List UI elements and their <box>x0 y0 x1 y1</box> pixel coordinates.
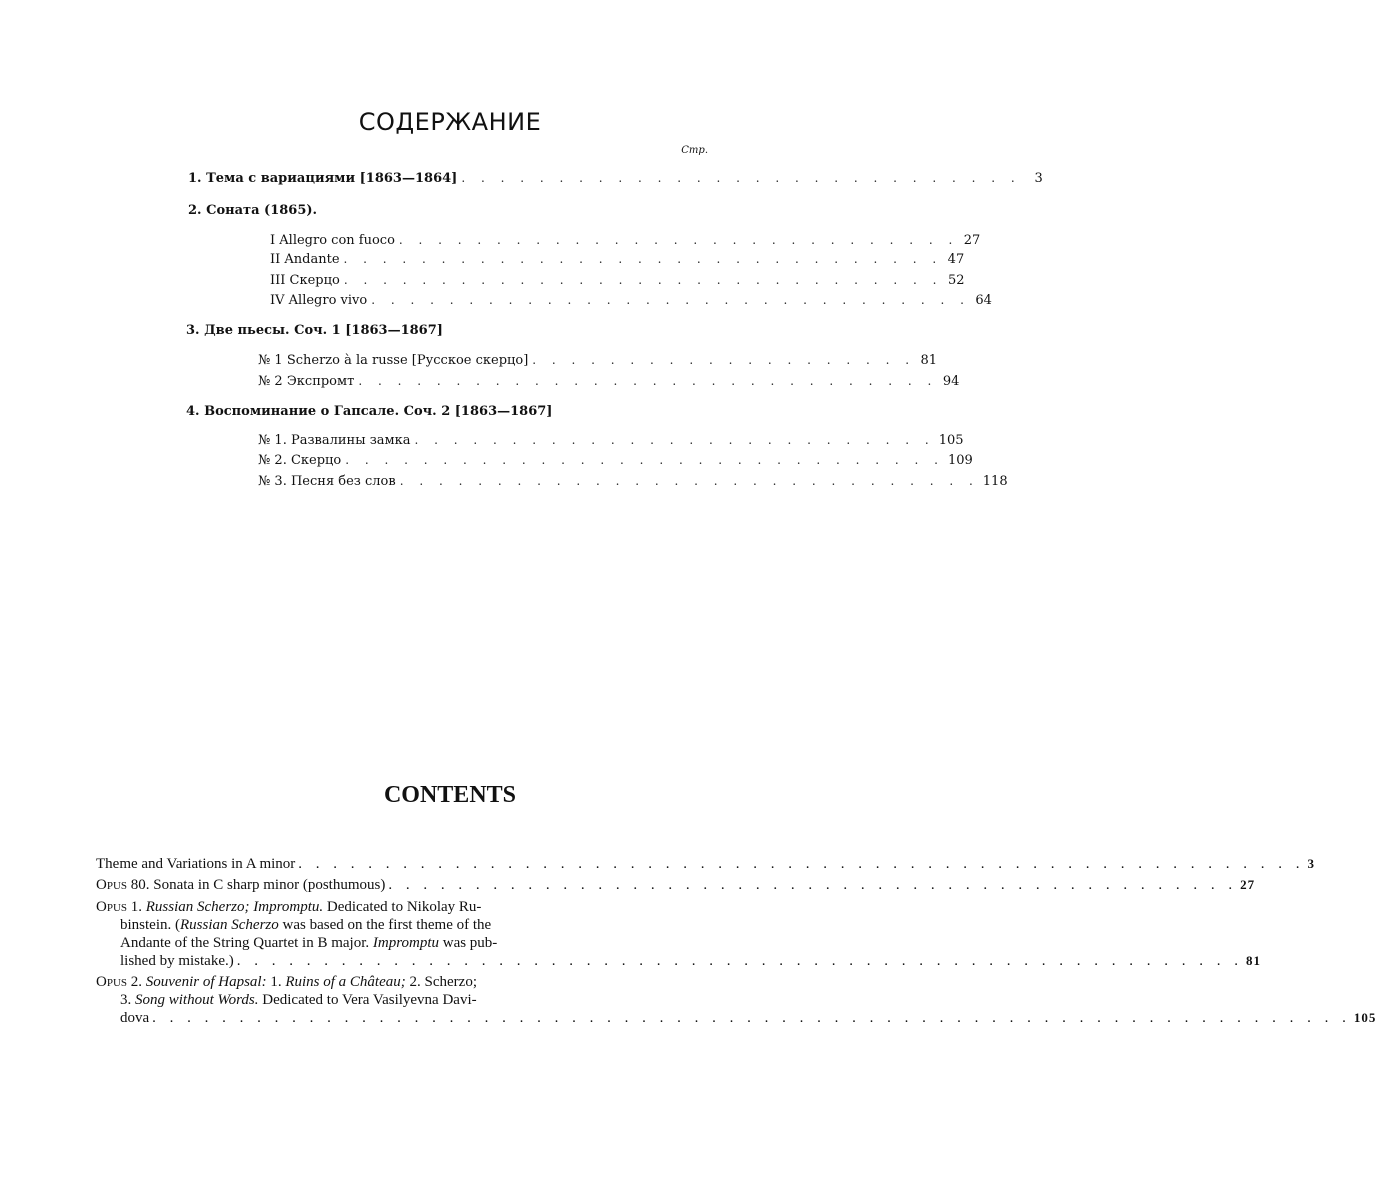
toc-entry-label: I Allegro con fuoco <box>270 233 395 248</box>
work-title: Souvenir of Hapsal: <box>145 974 267 990</box>
toc-entry-label: III Скерцо <box>270 273 340 288</box>
toc-entry-label: IV Allegro vivo <box>270 293 368 308</box>
toc-entry-page: 109 <box>947 453 973 468</box>
entry-text: 3. <box>120 992 132 1008</box>
contents-entry-line <box>96 934 776 952</box>
contents-entry-label: Theme and Variations in A minor <box>96 856 296 872</box>
russian-contents-title: СОДЕРЖАНИЕ <box>358 108 542 136</box>
entry-text: Dedicated to Vera Vasilyevna Davi- <box>262 992 477 1008</box>
work-title: Russian Scherzo; Impromptu. <box>145 899 324 915</box>
opus-label: Opus 80. <box>96 877 150 893</box>
toc-section-sonata: 2. Соната (1865). <box>188 203 318 218</box>
leader-dots: . . . . . . . . . . . . . . . . . . . . . . . . . . . . . <box>398 233 959 247</box>
contents-entry-opus2[interactable] <box>96 973 1376 1027</box>
entry-text: 1. <box>270 974 282 990</box>
contents-entry-page: 3 <box>1307 856 1316 871</box>
toc-entry-allegro-vivo[interactable] <box>270 292 992 309</box>
toc-entry-label: № 1. Развалины замка <box>258 433 411 448</box>
entry-text: Dedicated to Nikolay Ru- <box>326 899 482 915</box>
contents-entry-page: 81 <box>1245 953 1261 968</box>
toc-entry-label: № 1 Scherzo à la russe [Русское скерцо] <box>258 353 529 368</box>
toc-entry-page: 105 <box>938 433 964 448</box>
entry-text: 2. Scherzo; <box>409 974 477 990</box>
leader-dots: . . . . . . . . . . . . . . . . . . . . . . . . . . . . . <box>461 171 1021 185</box>
contents-entry-line <box>96 973 776 991</box>
toc-entry-scherzo[interactable] <box>270 272 965 289</box>
toc-entry-page: 3 <box>1034 171 1043 186</box>
toc-entry-label: 1. Тема с вариациями [1863—1864] <box>188 171 458 186</box>
toc-entry-page: 94 <box>942 374 960 389</box>
contents-entry-page: 27 <box>1240 877 1256 892</box>
toc-entry-page: 81 <box>920 353 938 368</box>
leader-dots: . . . . . . . . . . . . . . . . . . . . . . . . . . . . . . <box>358 374 938 388</box>
leader-dots: . . . . . . . . . . . . . . . . . . . . . . . . . . . . . . <box>399 474 979 488</box>
toc-entry-label: № 2. Скерцо <box>258 453 342 468</box>
toc-entry-scherzo-a-la-russe[interactable] <box>258 352 938 369</box>
toc-entry-allegro-con-fuoco[interactable] <box>270 232 981 249</box>
contents-entry-theme-variations[interactable] <box>96 855 1316 873</box>
opus-label: Opus 2. <box>96 974 143 990</box>
contents-entry-line <box>96 898 776 916</box>
entry-text: was based on the first theme of the <box>282 917 492 933</box>
contents-entry-line <box>96 916 776 934</box>
toc-entry-theme-variations[interactable] <box>188 170 1043 187</box>
toc-entry-page: 118 <box>982 474 1008 489</box>
work-title: Ruins of a Château; <box>285 974 406 990</box>
toc-entry-page: 52 <box>947 273 965 288</box>
toc-entry-page: 64 <box>975 293 992 308</box>
toc-entry-scherzo-op2[interactable] <box>258 452 973 469</box>
toc-section-two-pieces: 3. Две пьесы. Соч. 1 [1863—1867] <box>186 323 443 338</box>
leader-dots: . . . . . . . . . . . . . . . . . . . . . . . . . . . . . . . . . . . . . . . . . . . . . . . . . . . . . . . . . . <box>298 856 1305 872</box>
leader-dots: . . . . . . . . . . . . . . . . . . . . . . . . . . . <box>414 433 935 447</box>
leader-dots: . . . . . . . . . . . . . . . . . . . . . . . . . . . . . . . <box>343 273 943 287</box>
leader-dots: . . . . . . . . . . . . . . . . . . . . . . . . . . . . . . . <box>371 293 970 307</box>
leader-dots: . . . . . . . . . . . . . . . . . . . . . . . . . . . . . . . <box>345 453 944 467</box>
leader-dots: . . . . . . . . . . . . . . . . . . . . . . . . . . . . . . . . . . . . . . . . . . . . . . . . . . . . . . . . . . <box>236 953 1243 969</box>
english-contents-title: CONTENTS <box>383 782 517 808</box>
contents-entry-page: 105 <box>1353 1010 1376 1025</box>
leader-dots: . . . . . . . . . . . . . . . . . . . . . . . . . . . . . . . <box>343 252 943 266</box>
contents-entry-label: Sonata in C sharp minor (posthumous) <box>153 877 386 893</box>
toc-entry-andante[interactable] <box>270 251 965 268</box>
toc-section-souvenir-hapsal: 4. Воспоминание о Гапсале. Соч. 2 [1863—1867] <box>186 404 553 419</box>
entry-text: binstein. ( <box>120 917 180 933</box>
entry-text: Andante of the String Quartet in B major. <box>120 935 370 951</box>
work-title: Song without Words. <box>135 992 259 1008</box>
toc-entry-label: № 3. Песня без слов <box>258 474 396 489</box>
contents-entry-opus1[interactable] <box>96 898 1261 970</box>
page-column-label: Стр. <box>681 145 708 156</box>
toc-entry-impromptu[interactable] <box>258 373 960 390</box>
leader-dots: . . . . . . . . . . . . . . . . . . . . . . . . . . . . . . . . . . . . . . . . . . . . . . . . . . . . . . . . . . . . . . . . . . . . . <box>152 1010 1351 1026</box>
contents-entry-sonata[interactable] <box>96 876 1256 894</box>
contents-entry-line <box>96 1009 1376 1027</box>
entry-text: lished by mistake.) <box>120 953 234 969</box>
toc-entry-label: № 2 Экспромт <box>258 374 355 389</box>
entry-text: dova <box>120 1010 150 1026</box>
leader-dots: . . . . . . . . . . . . . . . . . . . . <box>532 353 916 367</box>
contents-entry-line <box>96 991 776 1009</box>
toc-entry-page: 47 <box>947 252 965 267</box>
contents-entry-line <box>96 952 1261 970</box>
toc-entry-ruins-of-castle[interactable] <box>258 432 964 449</box>
toc-entry-page: 27 <box>963 233 981 248</box>
opus-label: Opus 1. <box>96 899 143 915</box>
toc-entry-label: II Andante <box>270 252 340 267</box>
work-title: Russian Scherzo <box>180 917 279 933</box>
work-title: Impromptu <box>372 935 439 951</box>
toc-entry-song-without-words[interactable] <box>258 473 1008 490</box>
entry-text: was pub- <box>442 935 498 951</box>
leader-dots: . . . . . . . . . . . . . . . . . . . . . . . . . . . . . . . . . . . . . . . . . . . . . . . . . <box>388 877 1238 893</box>
